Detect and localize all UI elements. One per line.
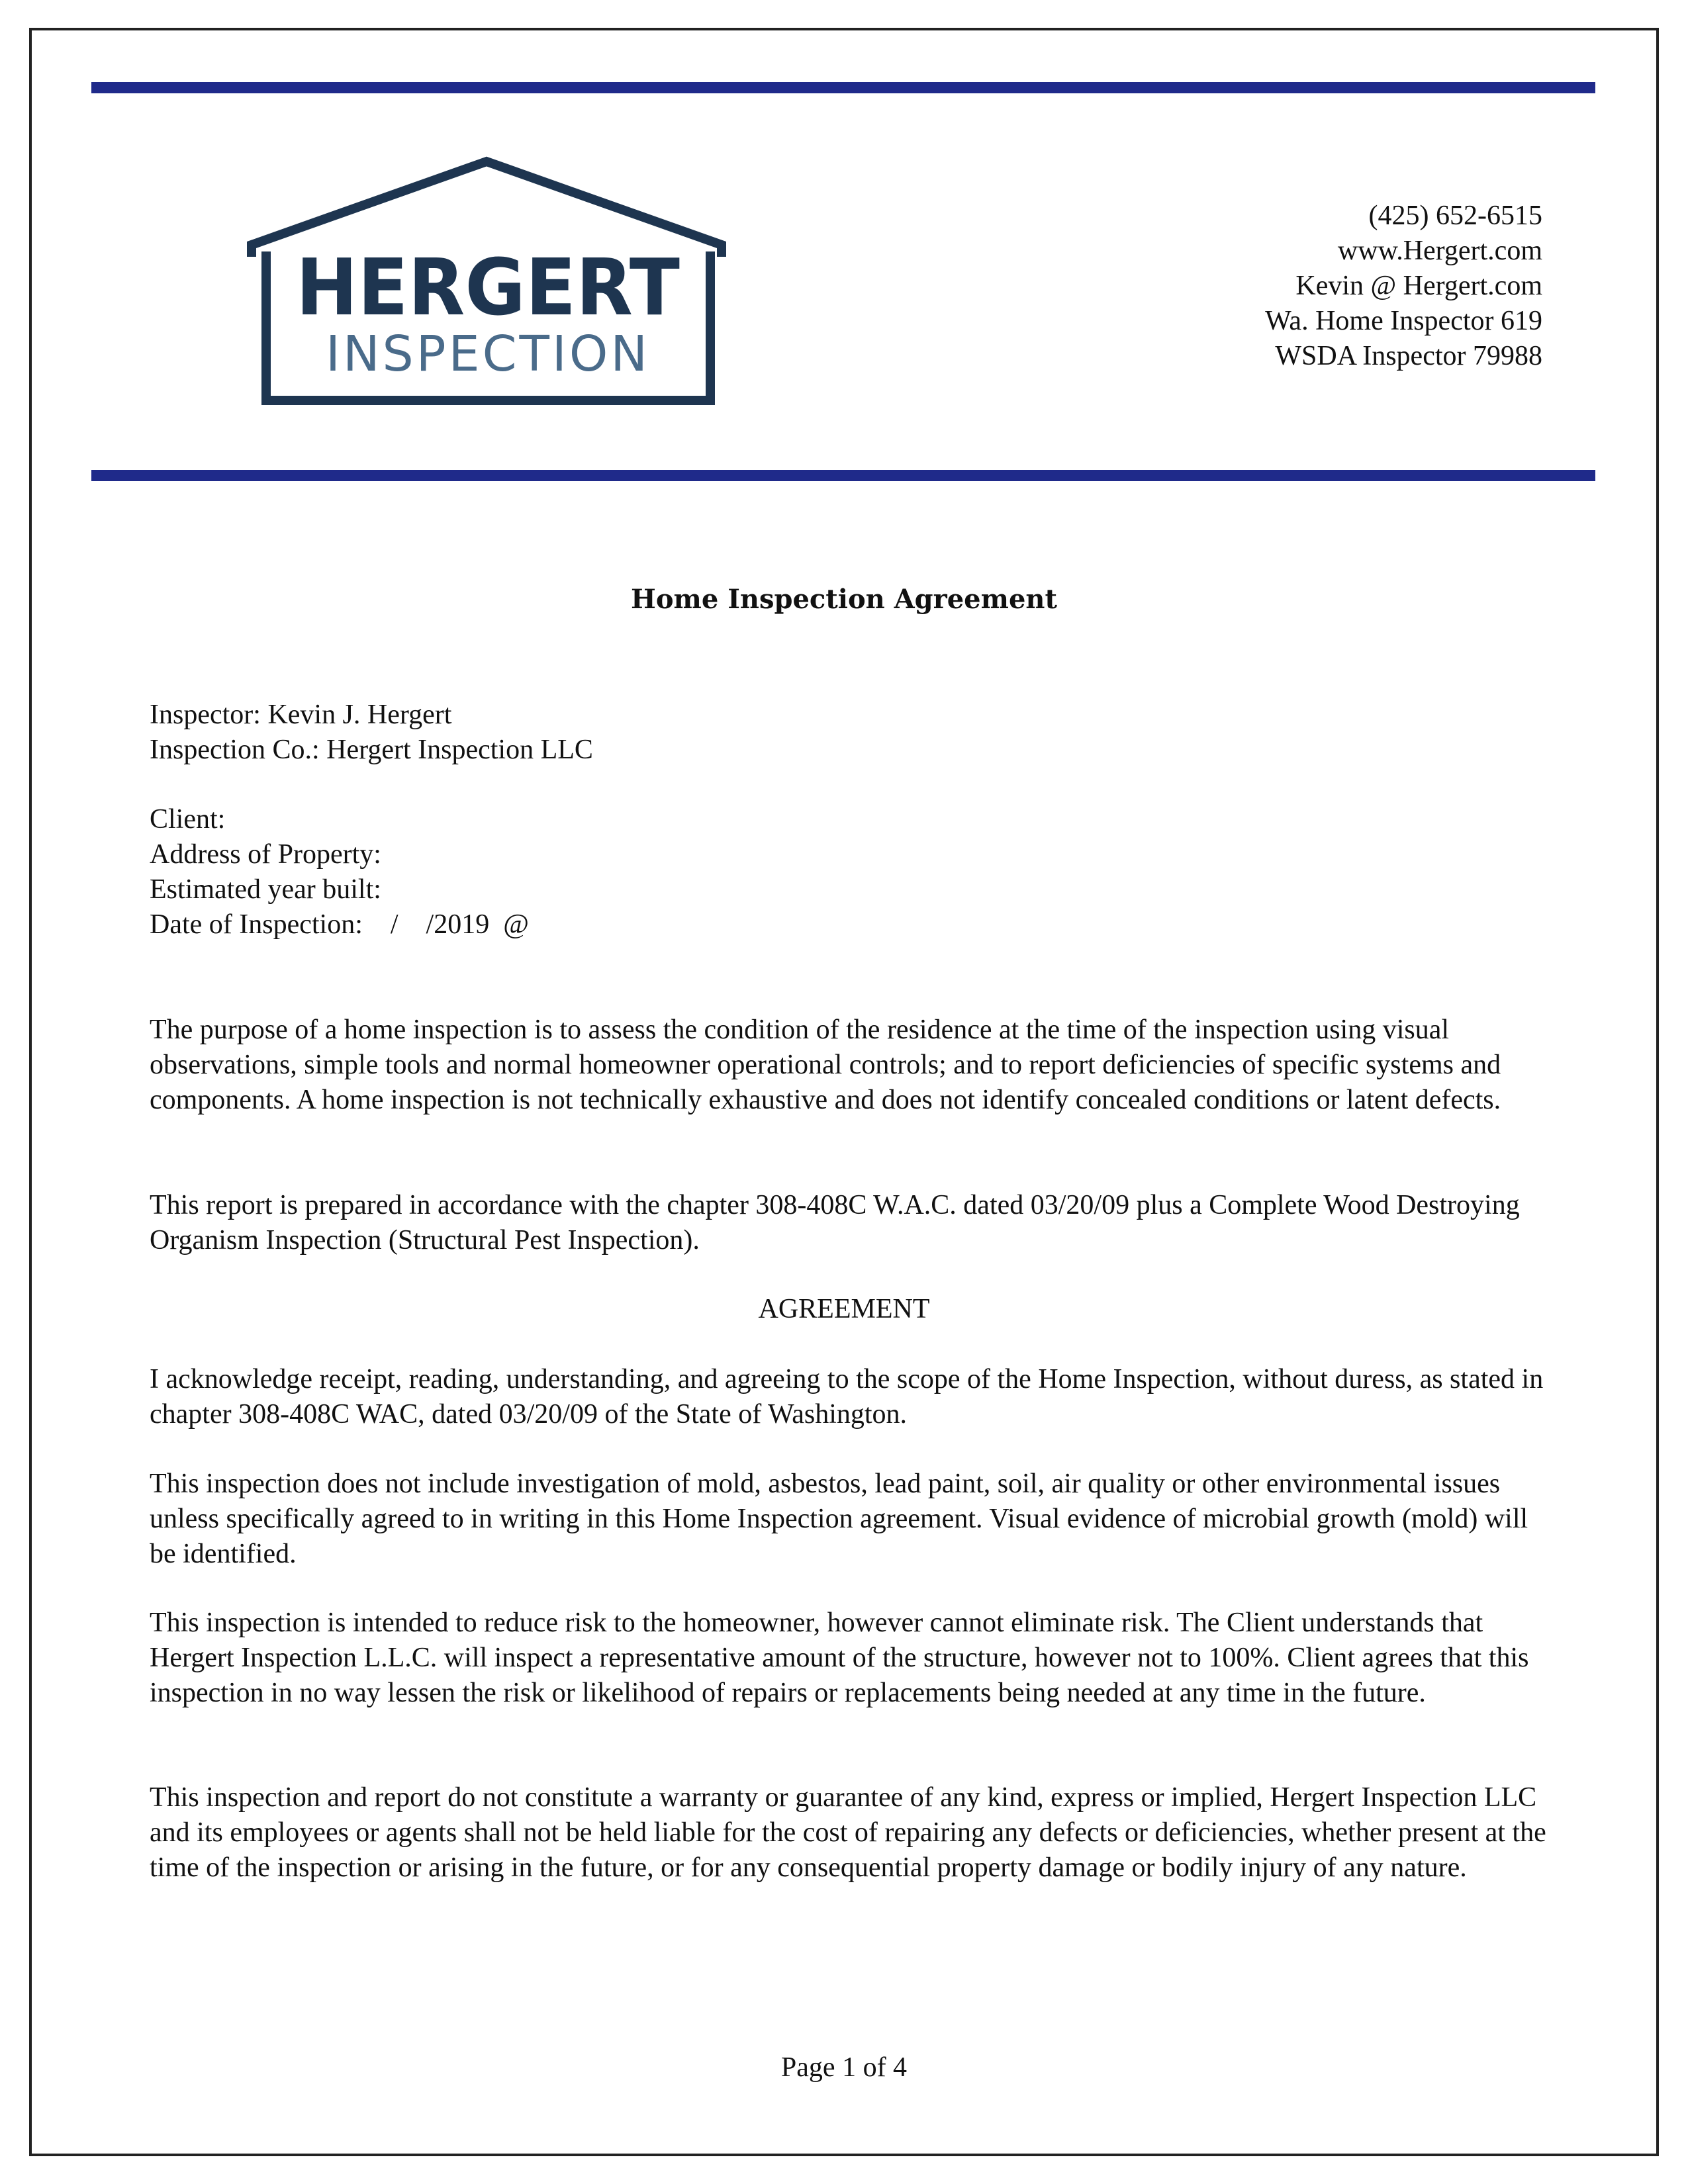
agreement-heading: AGREEMENT <box>758 1294 930 1324</box>
contact-license-home: Wa. Home Inspector 619 <box>1265 306 1542 336</box>
contact-email: Kevin @ Hergert.com <box>1295 271 1542 301</box>
address-field: Address of Property: <box>150 839 381 870</box>
contact-block <box>1265 199 1542 374</box>
risk-paragraph: This inspection is intended to reduce risk to the homeowner, however cannot eliminate risk. The Client understands that Hergert Inspection L.L.C. will inspect a representative amount of the structure, however not to 100%. Client agrees that this inspection in no way lessen the risk or likelihood of repairs or replacements being needed at any time in the future. <box>150 1608 1529 1708</box>
year-built-field: Estimated year built: <box>150 874 381 905</box>
contact-license-wsda: WSDA Inspector 79988 <box>1275 341 1542 371</box>
header-rule-bottom <box>91 470 1595 481</box>
exclusions-paragraph: This inspection does not include investigation of mold, asbestos, lead paint, soil, air quality or other environmental issues unless specifically agreed to in writing in this Home Inspection agreement. Visual evidence of microbial growth (mold) will be identified. <box>150 1469 1528 1569</box>
logo-sub: INSPECTION <box>326 326 650 383</box>
header-rule-top <box>91 82 1595 93</box>
company-field: Inspection Co.: Hergert Inspection LLC <box>150 735 593 765</box>
document-title: Home Inspection Agreement <box>631 584 1057 615</box>
client-block <box>150 802 1553 942</box>
hergert-logo <box>225 152 774 410</box>
logo-name: HERGERT <box>296 242 680 333</box>
client-field: Client: <box>150 804 226 835</box>
inspector-block <box>150 698 1553 768</box>
inspector-field: Inspector: Kevin J. Hergert <box>150 700 452 730</box>
acknowledge-paragraph: I acknowledge receipt, reading, understanding, and agreeing to the scope of the Home Inspection, without duress, as stated in chapter 308-408C WAC, dated 03/20/09 of the State of Washington. <box>150 1364 1544 1430</box>
page-number: Page 1 of 4 <box>780 2052 908 2083</box>
contact-website: www.Hergert.com <box>1337 236 1542 266</box>
date-field: Date of Inspection: / /2019 @ <box>150 909 529 940</box>
warranty-paragraph: This inspection and report do not constitute a warranty or guarantee of any kind, express or implied, Hergert Inspection LLC and its employees or agents shall not be held liable for the cost of repairing any defects or deficiencies, whether present at the time of the inspection or arising in the future, or for any consequential property damage or bodily injury of any nature. <box>150 1782 1546 1883</box>
purpose-paragraph: The purpose of a home inspection is to assess the condition of the residence at the time of the inspection using visual observations, simple tools and normal homeowner operational controls; and to report deficiencies of specific systems and components. A home inspection is not technically exhaustive and does not identify concealed conditions or latent defects. <box>150 1015 1501 1115</box>
report-paragraph: This report is prepared in accordance with the chapter 308-408C W.A.C. dated 03/20/09 plus a Complete Wood Destroying Organism Inspection (Structural Pest Inspection). <box>150 1190 1520 1255</box>
contact-phone: (425) 652-6515 <box>1368 201 1542 231</box>
